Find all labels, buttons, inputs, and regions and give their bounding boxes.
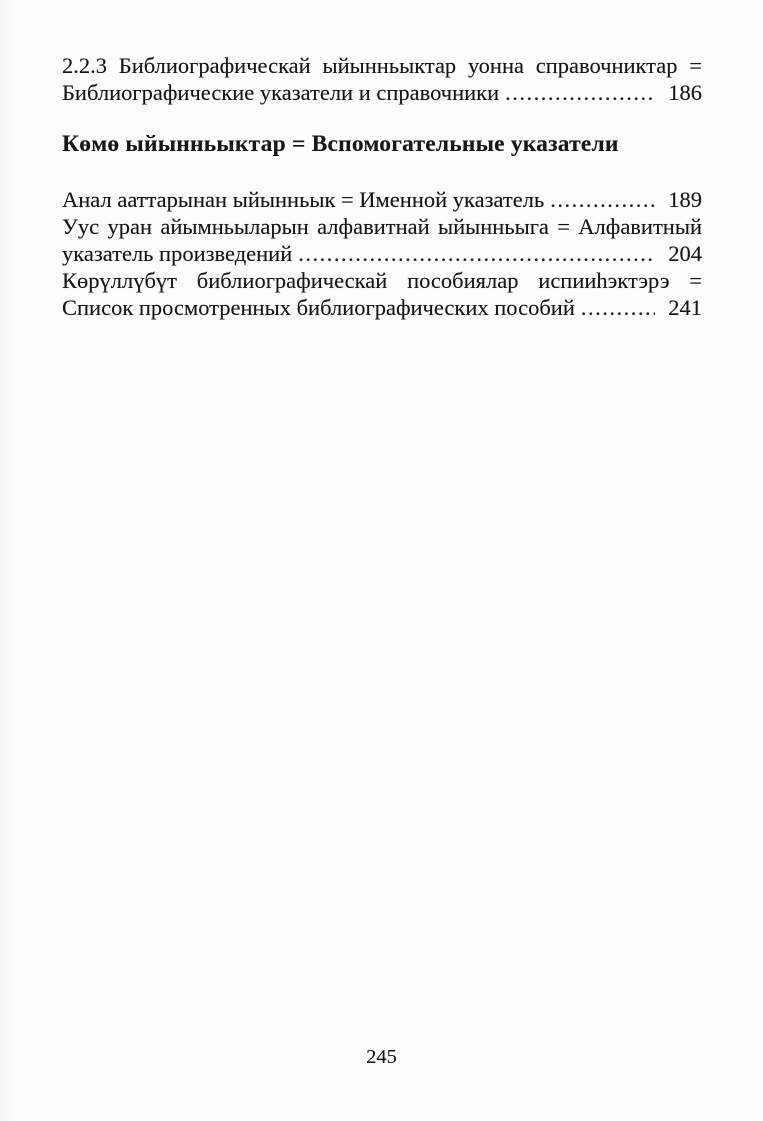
dot-leader bbox=[505, 79, 655, 106]
toc-entry-text: Библиографические указатели и справочники bbox=[62, 80, 500, 105]
toc-entry-text: Список просмотренных библиографических пособий bbox=[62, 295, 575, 320]
dot-leader bbox=[581, 294, 655, 321]
toc-entry-name-index bbox=[62, 186, 702, 213]
toc-entry-reviewed-aids-line2 bbox=[62, 294, 702, 321]
table-of-contents bbox=[62, 52, 702, 321]
dot-leader bbox=[550, 186, 655, 213]
toc-entry-text: Анал ааттарынан ыйынньык = Именной указатель bbox=[62, 187, 545, 212]
folio-page-number: 245 bbox=[366, 1046, 397, 1068]
toc-page-number: 189 bbox=[668, 187, 702, 212]
toc-entry-text: указатель произведений bbox=[62, 241, 293, 266]
toc-page-number: 186 bbox=[668, 80, 702, 105]
toc-page-number: 204 bbox=[668, 241, 702, 266]
toc-entry-alphabetical-index-line1: Уус уран айымньыларын алфавитнай ыйынньыга = Алфавитный bbox=[62, 214, 702, 239]
toc-entry-2-2-3-line2 bbox=[62, 79, 702, 106]
toc-entry-alphabetical-index-line2 bbox=[62, 240, 702, 267]
toc-entry-reviewed-aids-line1: Көрүллүбүт библиографическай пособиялар испииһэктэрэ = bbox=[62, 268, 702, 293]
dot-leader bbox=[298, 240, 655, 267]
section-heading-auxiliary-indexes: Көмө ыйынньыктар = Вспомогательные указатели bbox=[62, 131, 619, 157]
toc-page-number: 241 bbox=[668, 295, 702, 320]
toc-entry-2-2-3-line1: 2.2.3 Библиографическай ыйынньыктар уонна справочниктар = bbox=[62, 53, 702, 78]
